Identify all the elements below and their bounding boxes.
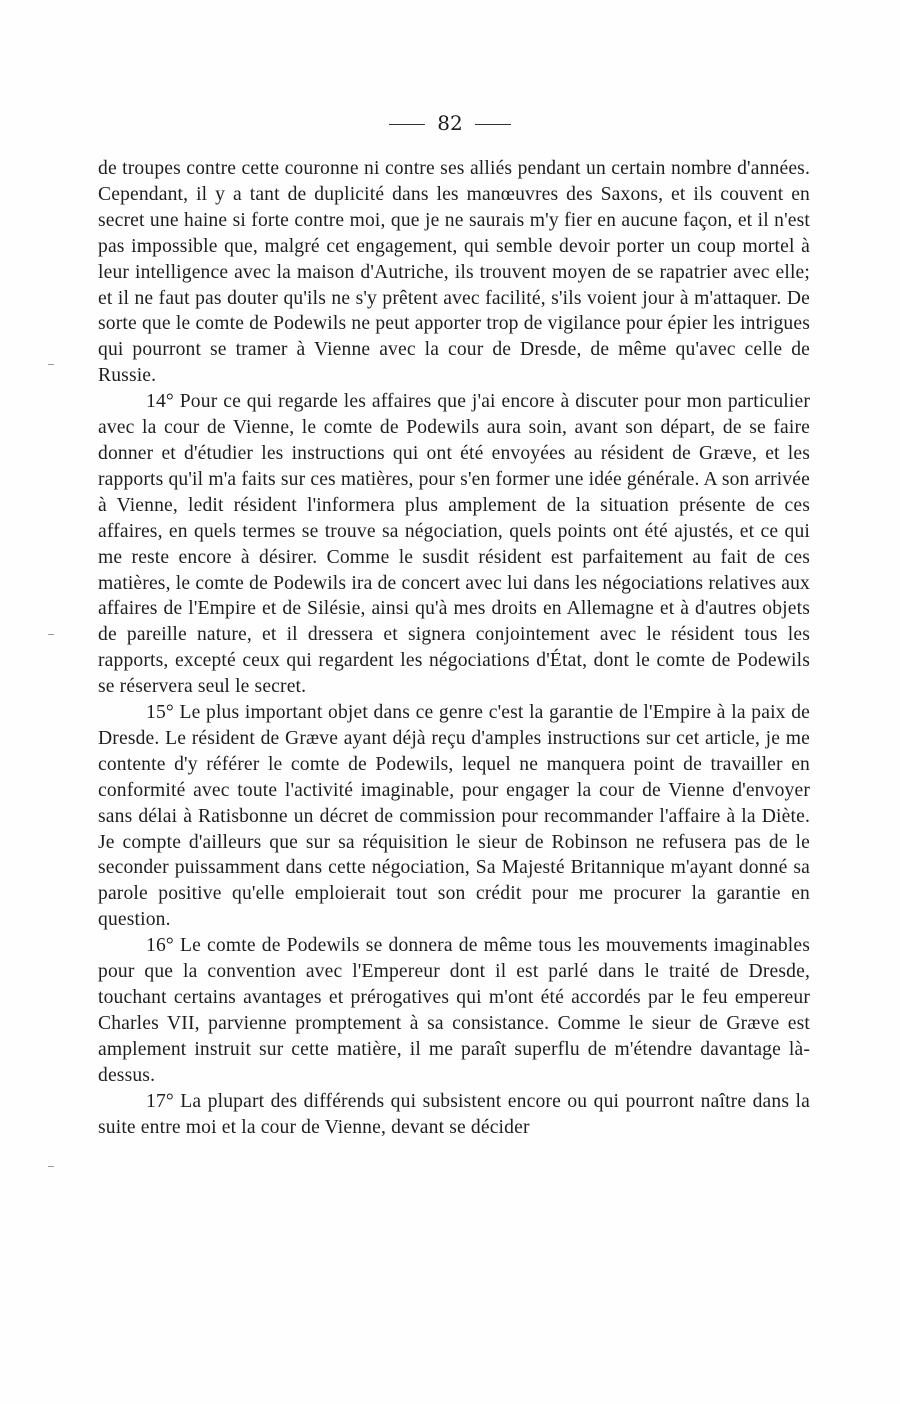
paragraph-article-14: 14° Pour ce qui regarde les affaires que j'ai encore à discuter pour mon particulier avec la cour de Vienne, le comte de Podewils aura soin, avant son départ, de se faire donner et d'étudier les instructions qui ont été envoyées au résident de Græve, et les rapports qu'il m'a faits sur ces matières, pour s'en former une idée générale. A son arrivée à Vienne, ledit résident l'informera plus amplement de la situation présente de ces affaires, en quels termes se trouve sa négociation, quels points ont été ajustés, et ce qui me reste encore à désirer. Comme le susdit résident est parfaitement au fait de ces matières, le comte de Podewils ira de concert avec lui dans les négociations relatives aux affaires de l'Empire et de Silésie, ainsi qu'à mes droits en Allemagne et à d'autres objets de pareille nature, et il dressera et signera conjointement avec le résident tous les rapports, excepté ceux qui regardent les négociations d'État, dont le comte de Podewils se réservera seul le secret. (98, 391, 810, 698)
margin-mark (48, 364, 54, 365)
paragraph-article-16: 16° Le comte de Podewils se donnera de même tous les mouvements imaginables pour que la convention avec l'Empereur dont il est parlé dans le traité de Dresde, touchant certains avantages et prérogatives qui m'ont été accordés par le feu empereur Charles VII, parvienne promptement à sa consistance. Comme le sieur de Græve est amplement instruit sur cette matière, il me paraît superflu de m'étendre davantage là-dessus. (98, 935, 810, 1086)
margin-mark (48, 634, 54, 635)
header-dash-right (475, 124, 511, 125)
body-text (98, 156, 810, 1140)
header-dash-left (389, 124, 425, 125)
page-number: 82 (437, 111, 463, 135)
paragraph-article-15: 15° Le plus important objet dans ce genre c'est la garantie de l'Empire à la paix de Dresde. Le résident de Græve ayant déjà reçu d'amples instructions sur cet article, je me contente d'y référer le comte de Podewils, lequel ne manquera point de travailler en conformité avec toute l'activité imaginable, pour engager la cour de Vienne d'envoyer sans délai à Ratisbonne un décret de commission pour recommander l'affaire à la Diète. Je compte d'ailleurs que sur sa réquisition le sieur de Robinson ne refusera pas de le seconder puissamment dans cette négociation, Sa Majesté Britannique m'ayant donné sa parole positive qu'elle emploierait tout son crédit pour me procurer la garantie en question. (98, 702, 810, 931)
page-header (0, 108, 900, 138)
paragraph-article-17: 17° La plupart des différends qui subsistent encore ou qui pourront naître dans la suite entre moi et la cour de Vienne, devant se décider (98, 1090, 810, 1138)
paragraph-continuation: de troupes contre cette couronne ni contre ses alliés pendant un certain nombre d'années. Cependant, il y a tant de duplicité dans les manœuvres des Saxons, et ils couvent en secret une haine si forte contre moi, que je ne saurais m'y fier en aucune façon, et il n'est pas impossible que, malgré cet engagement, qui semble devoir porter un coup mortel à leur intelligence avec la maison d'Autriche, ils trouvent moyen de se rapatrier avec elle; et il ne faut pas douter qu'ils ne s'y prêtent avec facilité, s'ils voient jour à m'attaquer. De sorte que le comte de Podewils ne peut apporter trop de vigilance pour épier les intrigues qui pourront se tramer à Vienne avec la cour de Dresde, de même qu'avec celle de Russie. (98, 158, 810, 387)
margin-mark (48, 1166, 54, 1167)
